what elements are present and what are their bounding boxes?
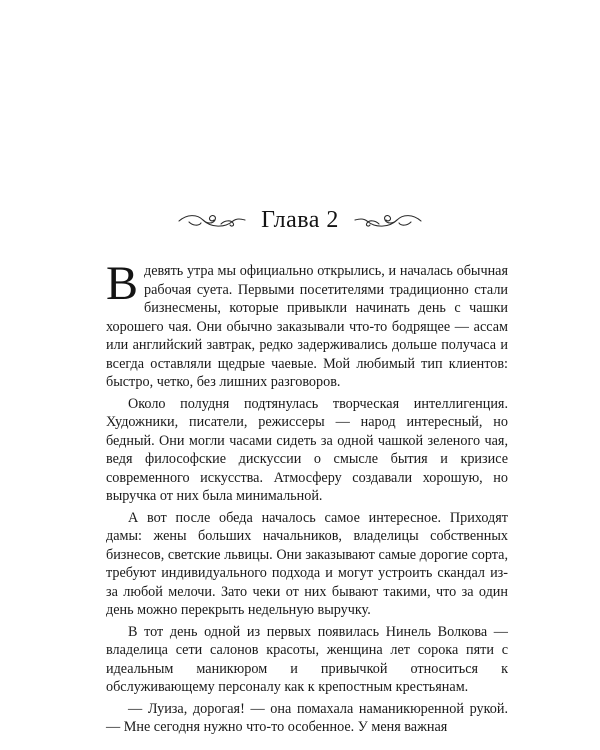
chapter-body [106, 257, 508, 737]
chapter-heading [0, 202, 600, 238]
drop-cap: В [106, 257, 139, 310]
paragraph-1-text: девять утра мы официально открылись, и началась обычная рабочая суета. Первыми посетителями традиционно стали бизнесмены, которые привыкли начинать день с чашки хорошего чая. Они обычно заказывали что-то бодрящее — ассам или английский завтрак, редко задерживались дольше получаса и всегда оставляли щедрые чаевые. Мой любимый тип клиентов: быстро, четко, без лишних разговоров. [106, 263, 508, 390]
flourish-right-icon [353, 208, 423, 232]
chapter-title: Глава 2 [261, 207, 339, 233]
paragraph-5: — Луиза, дорогая! — она помахала наманикюренной рукой. — Мне сегодня нужно что-то особенное. У меня важная [106, 700, 508, 735]
paragraph-1 [106, 257, 508, 392]
paragraph-3: А вот после обеда началось самое интересное. Приходят дамы: жены больших начальников, владелицы собственных бизнесов, светские львицы. Они заказывают самые дорогие сорта, требуют индивидуального подхода и могут устроить скандал из-за любой мелочи. Зато чеки от них бывают такими, что за один день можно перекрыть недельную выручку. [106, 509, 508, 618]
paragraph-2: Около полудня подтянулась творческая интеллигенция. Художники, писатели, режиссеры — народ интересный, но бедный. Они могли часами сидеть за одной чашкой зеленого чая, ведя философские дискуссии о смысле бытия и кризисе современного искусства. Атмосферу создавали хорошую, но выручка от них была минимальной. [106, 395, 508, 504]
flourish-left-icon [177, 208, 247, 232]
paragraph-4: В тот день одной из первых появилась Нинель Волкова — владелица сети салонов красоты, женщина лет сорока пяти с идеальным маникюром и привычкой относиться к обслуживающему персоналу как к крепостным крестьянам. [106, 623, 508, 695]
